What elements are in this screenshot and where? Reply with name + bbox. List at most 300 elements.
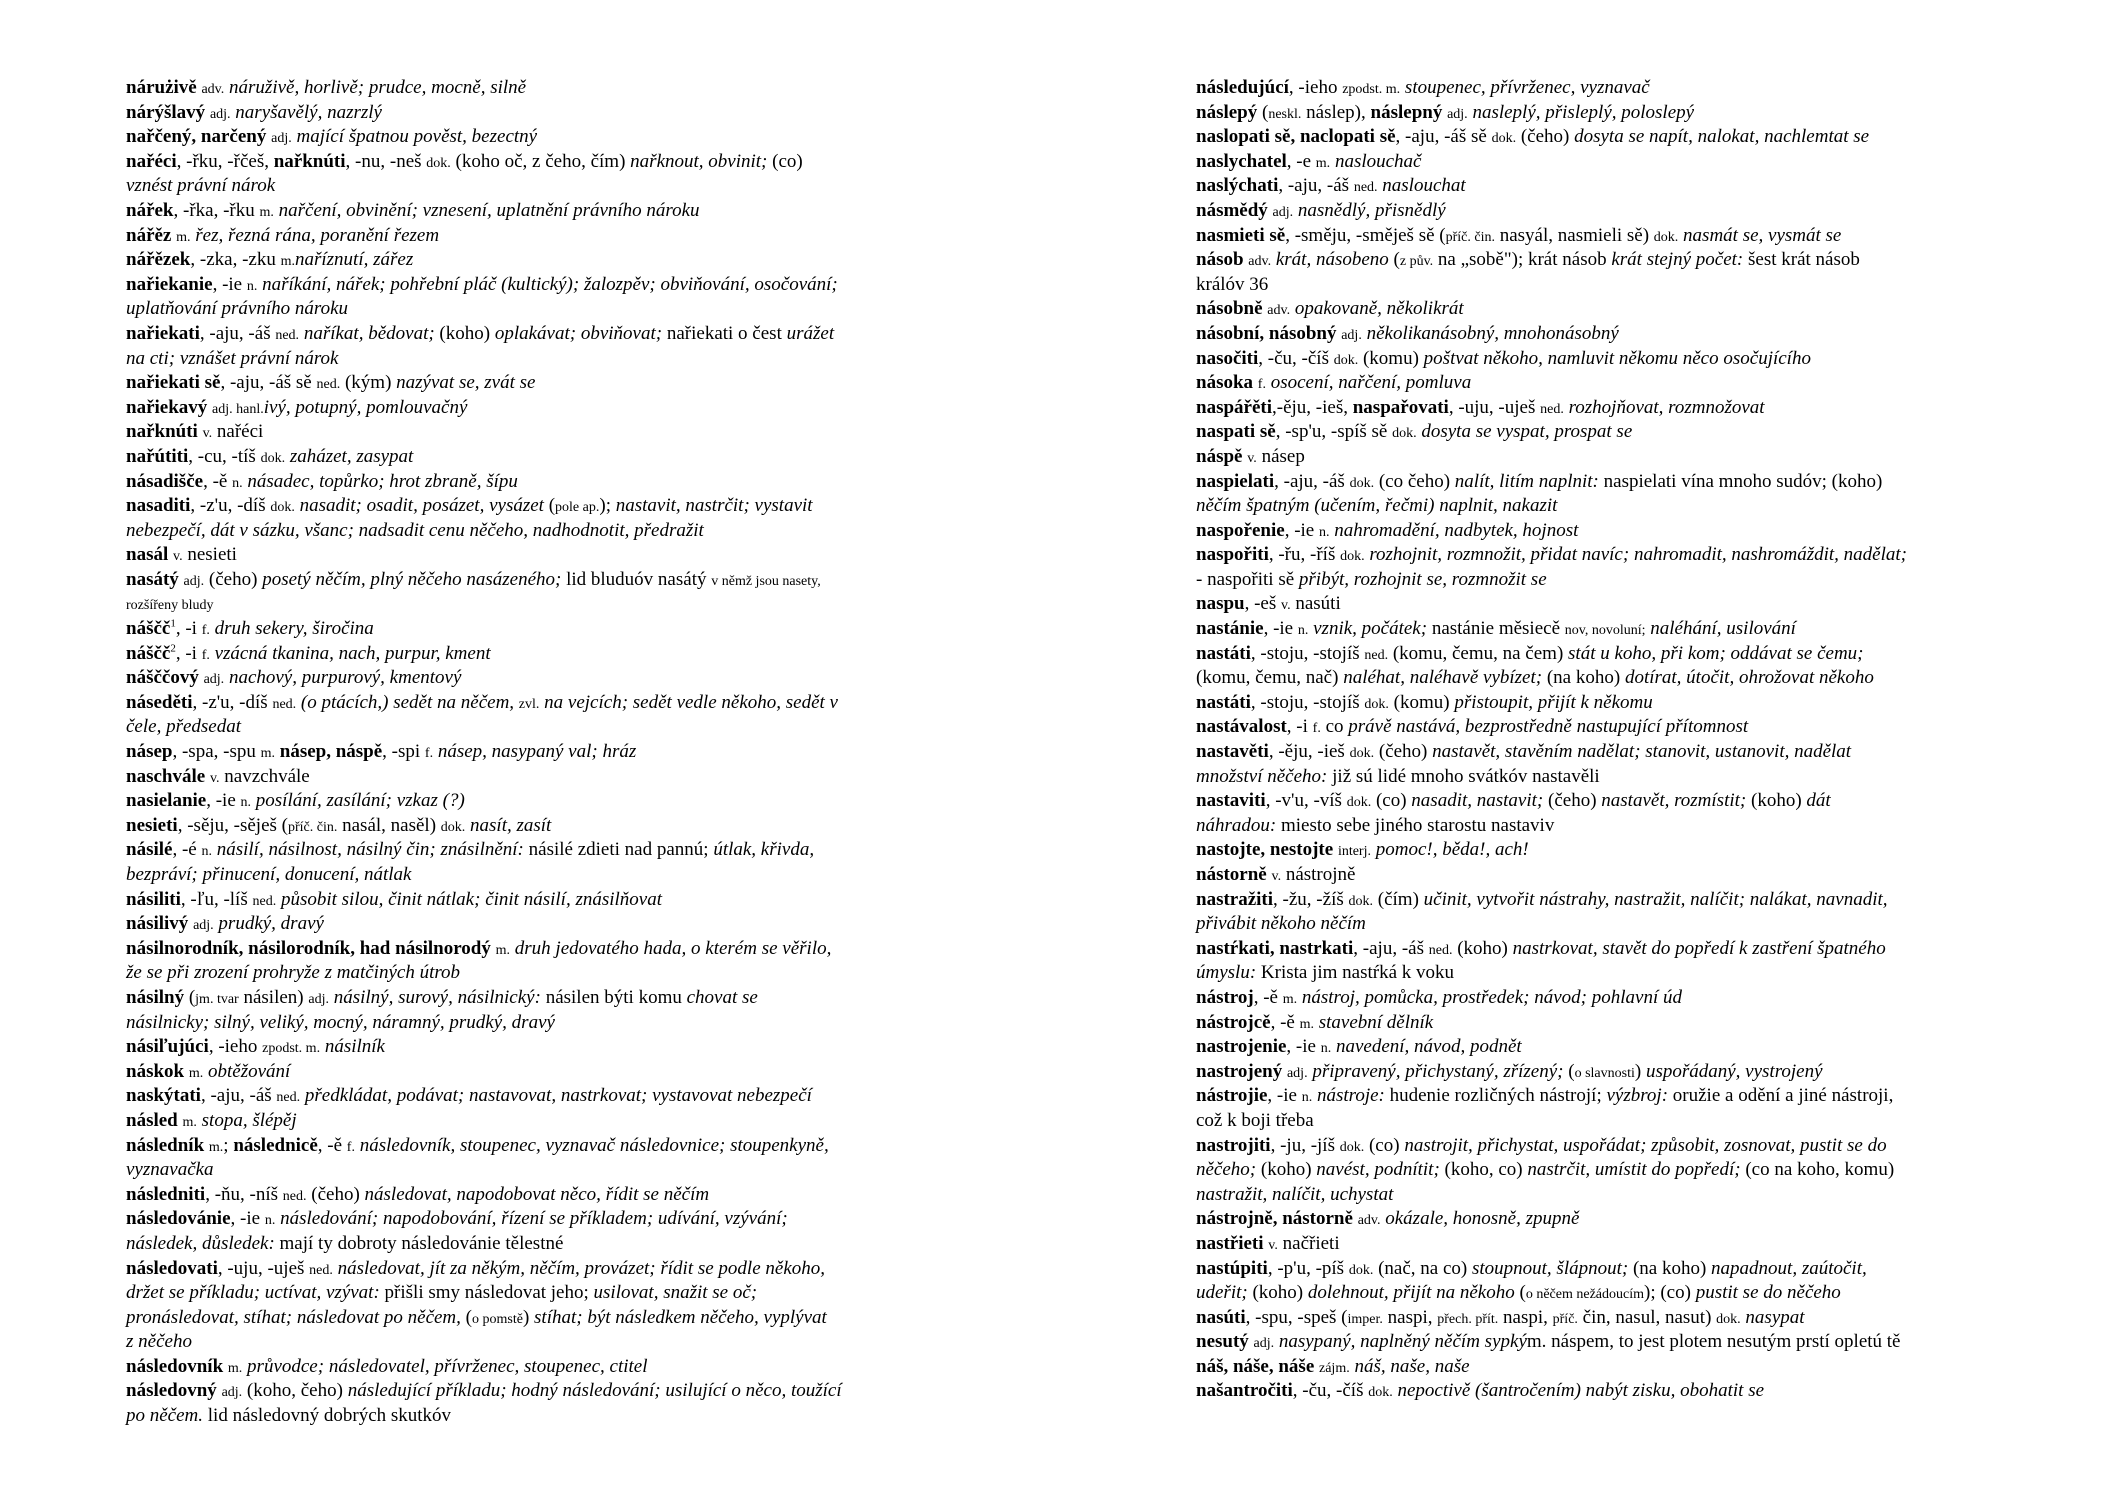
entry-text: , -ľu, -líš — [180, 888, 253, 910]
grammar-label: ned. — [1353, 180, 1378, 196]
entry-text: nastánie měsiecě — [1427, 618, 1565, 640]
definition: něčím špatným (učením, řečmi) naplnit, nakazit — [1196, 495, 1558, 517]
entry-text: naspi, — [1498, 1306, 1553, 1328]
entry-text: navzchvále — [219, 765, 310, 787]
grammar-label: adv. — [201, 82, 225, 97]
grammar-label: dok. — [1339, 1139, 1365, 1155]
definition: čele, předsedat — [126, 716, 242, 738]
grammar-label: dok. — [1340, 549, 1365, 565]
definition: nalít, litím naplnit: — [1454, 470, 1599, 492]
entry-text: ( — [1388, 249, 1400, 271]
entry-text: , -řku, -řčeš, — [176, 150, 274, 172]
definition: následovat, napodobovat něco, řídit se něčím — [364, 1183, 710, 1205]
entry-text: přišli smy následovat jeho; — [379, 1282, 594, 1304]
grammar-label: dok. — [1346, 795, 1372, 811]
entry-line — [126, 937, 966, 962]
headword: nastáti — [1196, 642, 1251, 664]
entry-text: (koho, čeho) — [242, 1380, 348, 1402]
entry-text: , -ie — [1284, 519, 1319, 541]
entry-text: , -e — [1286, 150, 1316, 172]
grammar-label: z pův. — [1399, 254, 1434, 270]
entry-text: , -žu, -žíš — [1273, 888, 1349, 910]
entry-text: (čeho) — [1516, 126, 1575, 148]
headword: násadišče — [126, 470, 204, 492]
headword: nasátý — [126, 568, 179, 590]
definition: nebezpečí, dát v sázku, všanc; nadsadit cenu něčeho, nadhodnotit, předražit — [126, 519, 704, 541]
entry-text: , -spi — [382, 741, 425, 763]
definition: naříkání, nářek; pohřební pláč (kultický); žalozpěv; obviňování, osočování; — [262, 273, 838, 295]
definition: bezpráví; přinucení, donucení, nátlak — [126, 864, 412, 885]
definition: stoupenec, přívrženec, vyznavač — [1404, 77, 1650, 98]
entry-line — [126, 1084, 966, 1109]
entry-line — [126, 174, 966, 199]
headword: nástrojie — [1196, 1085, 1268, 1107]
grammar-label: n. — [1301, 1090, 1313, 1106]
entry-line — [126, 1207, 966, 1232]
entry-text: šest krát násob — [1743, 249, 1860, 271]
grammar-label: m. — [280, 254, 295, 270]
definition: že se při zrození prohryže z matčiných útrob — [126, 962, 461, 984]
definition: zaházet, zasypat — [289, 445, 414, 467]
grammar-label: n. — [232, 475, 243, 491]
right-column — [1196, 76, 2036, 1404]
grammar-label: n. — [1297, 623, 1309, 639]
definition: pronásledovat, stíhat; následovat po něčem, — [126, 1306, 461, 1328]
entry-text: , -ě — [203, 470, 233, 492]
entry-text: , -eš — [1244, 593, 1282, 615]
entry-line — [1196, 765, 2036, 790]
entry-line — [1196, 568, 2036, 593]
entry-line — [126, 715, 966, 740]
definition: stavební dělník — [1318, 1011, 1434, 1033]
grammar-label: ned. — [282, 1188, 307, 1204]
definition: dotírat, útočit, ohrožovat někoho — [1624, 667, 1874, 689]
grammar-label: příč. čin. — [1445, 229, 1495, 245]
grammar-label: adj. — [221, 1385, 243, 1401]
entry-line — [126, 101, 966, 126]
entry-text: , -ěju, -ieš — [1268, 741, 1350, 763]
entry-line — [1196, 1355, 2036, 1380]
grammar-label: m. — [260, 746, 275, 762]
definition: navést, podnítit; — [1316, 1159, 1440, 1181]
entry-text: králóv 36 — [1196, 273, 1269, 295]
definition: řez, řezná rána, poranění řezem — [195, 224, 440, 246]
entry-text: násep — [1256, 445, 1305, 467]
entry-text: nástrojně — [1281, 864, 1356, 885]
entry-line — [1196, 322, 2036, 347]
entry-line — [1196, 101, 2036, 126]
definition: nasleplý, přisleplý, poloslepý — [1472, 101, 1695, 123]
grammar-label: adj. — [209, 106, 231, 122]
entry-text: , -ňu, -níš — [205, 1183, 283, 1205]
grammar-label: dok. — [1349, 475, 1375, 491]
definition: na cti; vznášet právní nárok — [126, 347, 339, 369]
definition: (o ptácích,) sedět na něčem, — [300, 691, 515, 713]
grammar-label: dok. — [1364, 696, 1389, 712]
headword: nařéci — [126, 150, 177, 172]
entry-line — [126, 322, 966, 347]
definition: následovat, jít za někým, něčím, provázet; řídit se podle někoho, — [337, 1257, 826, 1279]
entry-text: násilen) — [238, 986, 309, 1008]
entry-line — [1196, 273, 2036, 298]
entry-text: nesieti — [182, 544, 237, 566]
grammar-label: dok. — [440, 819, 466, 835]
entry-text: nasúti — [1290, 593, 1341, 615]
headword: nastánie — [1196, 618, 1264, 640]
definition: naryšavělý, nazrzlý — [235, 101, 382, 123]
entry-line — [1196, 617, 2036, 642]
entry-line — [1196, 1379, 2036, 1404]
entry-line — [1196, 76, 2036, 101]
grammar-label: ned. — [1364, 647, 1389, 663]
entry-text: , -řka, -řku — [173, 199, 260, 221]
definition: urážet — [786, 322, 835, 344]
grammar-label: dok. — [1368, 1385, 1393, 1401]
entry-text: , -aju, -áš sě — [1395, 126, 1492, 148]
entry-line — [1196, 1134, 2036, 1159]
headword: nastŕkati, nastrkati — [1196, 937, 1354, 959]
definition: nasmát se, vysmát se — [1683, 224, 1842, 246]
definition: mající špatnou pověst, bezectný — [296, 126, 538, 148]
definition: něčeho; — [1196, 1159, 1257, 1181]
grammar-label: adj. — [1253, 1336, 1275, 1352]
entry-line — [1196, 420, 2036, 445]
entry-text: ( — [1514, 1282, 1526, 1304]
headword: následovný — [126, 1380, 217, 1402]
entry-text: (čeho) — [1374, 741, 1433, 763]
definition: nastrčit, umístit do popředí; — [1527, 1159, 1741, 1181]
headword: následniti — [126, 1183, 206, 1205]
entry-line — [1196, 740, 2036, 765]
entry-text: naspi, — [1382, 1306, 1438, 1328]
definition: násilí, násilnost, násilný čin; znásilnění: — [216, 839, 524, 861]
definition: uplatňování právního nároku — [126, 298, 348, 320]
headword: násep — [126, 741, 173, 763]
entry-text: , -aju, -áš — [200, 1085, 277, 1107]
definition: předkládat, podávat; nastavovat, nastrkovat; vystavovat nebezpečí — [304, 1085, 812, 1107]
entry-text: , -řu, -říš — [1268, 544, 1341, 566]
grammar-label: dok. — [1349, 746, 1375, 762]
entry-line — [126, 297, 966, 322]
definition: okázale, honosně, zpupně — [1385, 1208, 1580, 1230]
entry-text: miesto sebe jiného starostu nastaviv — [1276, 814, 1555, 836]
definition: nasypat — [1745, 1306, 1805, 1328]
headword: násoka — [1196, 372, 1254, 394]
entry-text: což k boji třeba — [1196, 1109, 1314, 1131]
entry-line — [1196, 691, 2036, 716]
entry-text: ( — [1563, 1060, 1575, 1082]
definition: stopa, šlépěj — [201, 1109, 297, 1131]
grammar-label: v. — [1247, 450, 1257, 466]
grammar-label: ned. — [1540, 401, 1564, 417]
grammar-label: adv. — [1357, 1213, 1381, 1229]
definition: druh sekery, širočina — [214, 618, 374, 640]
entry-line — [126, 961, 966, 986]
grammar-label: adv. — [1248, 254, 1272, 270]
entry-text: , -i — [175, 642, 202, 664]
headword: nástrojcě — [1196, 1011, 1271, 1033]
grammar-label: m. — [208, 1139, 224, 1155]
headword: následovati — [126, 1257, 218, 1279]
entry-line — [126, 765, 966, 790]
definition: pomoc!, běda!, ach! — [1375, 839, 1529, 861]
grammar-label: adj. — [193, 918, 214, 934]
definition: ivý, potupný, pomlouvačný — [263, 396, 468, 418]
headword: naspielati — [1196, 470, 1275, 492]
headword: násobní, násobný — [1196, 322, 1337, 344]
definition: uspořádaný, vystrojený — [1645, 1060, 1823, 1082]
entry-text: (co) — [1371, 790, 1412, 812]
headword: nařknúti — [273, 150, 346, 172]
headword: náščč — [126, 642, 171, 664]
headword: nasielanie — [126, 790, 207, 812]
entry-text: ,-ěju, -ieš, — [1272, 396, 1353, 418]
grammar-label: adj. — [308, 991, 329, 1007]
entry-line — [1196, 715, 2036, 740]
entry-text: (koho) — [1256, 1159, 1317, 1181]
entry-line — [1196, 297, 2036, 322]
entry-line — [126, 420, 966, 445]
definition: dosyta se vyspat, prospat se — [1421, 421, 1633, 443]
entry-text: , -ie — [206, 790, 241, 812]
entry-text: - naspořiti sě — [1196, 568, 1299, 590]
entry-line — [1196, 814, 2036, 839]
headword: nařknúti — [126, 421, 198, 443]
grammar-label: adv. — [1267, 303, 1291, 319]
entry-line — [126, 740, 966, 765]
grammar-label: adj. — [1286, 1065, 1308, 1081]
entry-line — [1196, 174, 2036, 199]
entry-text: , -ě — [317, 1134, 347, 1156]
headword: následovánie — [126, 1208, 231, 1230]
entry-line — [126, 1011, 966, 1036]
entry-line — [126, 76, 966, 101]
definition: dát — [1806, 790, 1831, 812]
grammar-label: f. — [201, 647, 210, 663]
grammar-label: o pomstě — [471, 1311, 523, 1327]
entry-text: (kým) — [340, 372, 397, 394]
entry-line — [126, 666, 966, 691]
entry-text: Krista jim nastŕká k voku — [1256, 962, 1455, 984]
entry-line — [126, 1158, 966, 1183]
entry-line — [126, 1109, 966, 1134]
entry-line — [126, 1306, 966, 1331]
entry-line — [1196, 666, 2036, 691]
entry-text: , -v'u, -víš — [1265, 790, 1347, 812]
entry-line — [1196, 642, 2036, 667]
grammar-label: f. — [424, 746, 434, 762]
entry-text: , -nu, -neš — [345, 150, 427, 172]
entry-text: ( — [184, 986, 196, 1008]
definition: vyznavačka — [126, 1159, 214, 1181]
entry-line — [126, 494, 966, 519]
entry-line — [1196, 150, 2036, 175]
entry-line — [126, 1035, 966, 1060]
headword: následujúcí — [1196, 77, 1289, 98]
grammar-label: adj. — [203, 672, 225, 688]
entry-line — [126, 470, 966, 495]
grammar-label: adj. hanl. — [212, 401, 264, 417]
headword: našantročiti — [1196, 1380, 1293, 1402]
definition: nahromadění, nadbytek, hojnost — [1334, 519, 1579, 541]
headword: násobně — [1196, 298, 1263, 320]
headword: následovník — [126, 1355, 224, 1377]
entry-line — [126, 691, 966, 716]
entry-text: , -ču, -číš — [1258, 347, 1334, 369]
headword: násiľujúci — [126, 1036, 209, 1058]
entry-text: (čím) — [1373, 888, 1424, 910]
definition: nasít, zasít — [470, 814, 552, 836]
definition: stoupnout, šlápnout; — [1471, 1257, 1629, 1279]
headword: náslepný — [1370, 101, 1443, 123]
entry-line — [1196, 1035, 2036, 1060]
definition: nasnědlý, přisnědlý — [1297, 199, 1446, 221]
definition: násilný, surový, násilnický: — [333, 986, 541, 1008]
definition: právě nastává, bezprostředně nastupující přítomnost — [1348, 716, 1749, 738]
headword: nastáti — [1196, 691, 1251, 713]
entry-text: (koho oč, z čeho, čím) — [450, 150, 631, 172]
entry-line — [126, 1404, 966, 1429]
grammar-label: n. — [240, 795, 252, 811]
definition: druh jedovatého hada, o kterém se věřilo, — [514, 937, 832, 959]
headword: násiliti — [126, 888, 181, 910]
grammar-label: dok. — [1716, 1311, 1741, 1327]
definition: úmyslu: — [1196, 962, 1257, 984]
grammar-label: dok. — [1491, 131, 1517, 147]
grammar-label: n. — [1320, 1041, 1332, 1057]
entry-text: (komu, čemu, nač) — [1196, 667, 1344, 689]
grammar-label: zpodst. m. — [262, 1041, 321, 1057]
headword: nářěz — [126, 224, 172, 246]
grammar-label: zpodst. m. — [1342, 82, 1401, 97]
entry-line — [1196, 347, 2036, 372]
headword: nesieti — [126, 814, 178, 836]
entry-text: , -ie — [212, 273, 247, 295]
grammar-label: dok. — [1333, 352, 1359, 368]
entry-text: nařéci — [212, 421, 264, 443]
definition: nasypaný, naplněný něčím sypký — [1278, 1331, 1527, 1353]
definition: přibýt, rozhojnit se, rozmnožit se — [1298, 568, 1547, 590]
entry-line — [126, 1134, 966, 1159]
headword: následnicě — [233, 1134, 318, 1156]
entry-line — [126, 1257, 966, 1282]
headword: naspořenie — [1196, 519, 1285, 541]
definition: nařknout, obvinit; — [630, 150, 768, 172]
grammar-label: ned. — [309, 1262, 333, 1278]
entry-line — [1196, 1257, 2036, 1282]
headword: naspati sě — [1196, 421, 1276, 443]
headword: naschvále — [126, 765, 206, 787]
entry-text: , -uju, -uješ — [217, 1257, 310, 1279]
entry-text: , -ču, -číš — [1292, 1380, 1369, 1402]
headword: nástroj — [1196, 986, 1254, 1008]
entry-text: (co čeho) — [1374, 470, 1455, 492]
grammar-label: v. — [209, 770, 220, 786]
headword: nařiekanie — [126, 273, 213, 295]
definition: nazývat se, zvát se — [396, 372, 536, 394]
definition: nastavět, rozmístit; — [1601, 790, 1747, 812]
headword: nařiekati — [126, 322, 200, 344]
definition: z něčeho — [126, 1331, 192, 1353]
grammar-label: nov, novoluní; — [1564, 623, 1646, 639]
entry-text: naspielati vína mnoho sudóv; (koho) — [1598, 470, 1883, 492]
entry-line — [126, 150, 966, 175]
entry-text: , -z'u, -díš — [192, 691, 273, 713]
headword: nařiekavý — [126, 396, 208, 418]
grammar-label: m. — [227, 1360, 243, 1376]
entry-line — [126, 838, 966, 863]
grammar-label: ned. — [1428, 942, 1453, 958]
definition: přivábit někoho něčím — [1196, 913, 1366, 935]
definition: nařčení, obvinění; vznesení, uplatnění právního nároku — [278, 199, 700, 221]
grammar-label: m. — [1282, 991, 1298, 1007]
entry-line — [126, 814, 966, 839]
entry-text: , -stoju, -stojíš — [1250, 642, 1365, 664]
grammar-label: ned. — [275, 327, 300, 343]
entry-text: , -cu, -tíš — [188, 445, 261, 467]
grammar-label: příč. čin. — [288, 819, 338, 835]
headword: násmědý — [1196, 199, 1268, 221]
grammar-label: v. — [173, 549, 183, 565]
entry-line — [126, 199, 966, 224]
headword: nástrojně, nástorně — [1196, 1208, 1353, 1230]
entry-text: (na koho) — [1542, 667, 1625, 689]
headword: nastaviti — [1196, 790, 1266, 812]
definition: následovník, stoupenec, vyznavač následovnice; stoupenkyně, — [359, 1134, 829, 1156]
entry-line — [1196, 1306, 2036, 1331]
grammar-label: ned. — [276, 1090, 301, 1106]
entry-line — [1196, 1109, 2036, 1134]
grammar-label: imper. — [1347, 1311, 1383, 1327]
grammar-label: m. — [1299, 1016, 1314, 1032]
headword: nářězek — [126, 249, 191, 271]
entry-text: (komu, čemu, na čem) — [1388, 642, 1569, 664]
entry-line — [1196, 986, 2036, 1011]
entry-line — [1196, 199, 2036, 224]
entry-text: , -ě — [1270, 1011, 1300, 1033]
entry-text: , -ie — [1286, 1036, 1321, 1058]
definition: naříkat, bědovat; — [303, 322, 435, 344]
grammar-label: m. — [1315, 155, 1331, 171]
grammar-label: dok. — [1653, 229, 1679, 245]
definition: vznést právní nárok — [126, 175, 276, 197]
headword: nastřieti — [1196, 1232, 1264, 1254]
headword: nařčený, narčený — [126, 126, 267, 148]
entry-line — [1196, 838, 2036, 863]
entry-text: (koho) — [1452, 937, 1513, 959]
entry-text: , -é — [172, 839, 202, 861]
headword: nasmieti sě — [1196, 224, 1286, 246]
entry-line — [126, 224, 966, 249]
entry-line — [1196, 1330, 2036, 1355]
entry-text: , -ie — [1267, 1085, 1302, 1107]
definition: pustit se do něčeho — [1695, 1282, 1841, 1304]
entry-line — [1196, 1232, 2036, 1257]
grammar-label: dok. — [1348, 893, 1373, 909]
entry-text: (co) — [1364, 1134, 1405, 1156]
entry-text: , -sp'u, -spíš sě — [1275, 421, 1393, 443]
definition: nepoctivě (šantročením) nabýt zisku, obohatit se — [1397, 1380, 1765, 1402]
entry-line — [1196, 789, 2036, 814]
definition: opakovaně, několikrát — [1294, 298, 1464, 320]
grammar-label: adj. — [183, 573, 205, 589]
entry-line — [1196, 371, 2036, 396]
definition: osocení, nařčení, pomluva — [1270, 372, 1472, 394]
definition: následování; napodobování, řízení se příkladem; udívání, vzývání; — [280, 1208, 788, 1230]
definition: chovat se — [686, 986, 758, 1008]
entry-line — [126, 789, 966, 814]
entry-line — [1196, 125, 2036, 150]
